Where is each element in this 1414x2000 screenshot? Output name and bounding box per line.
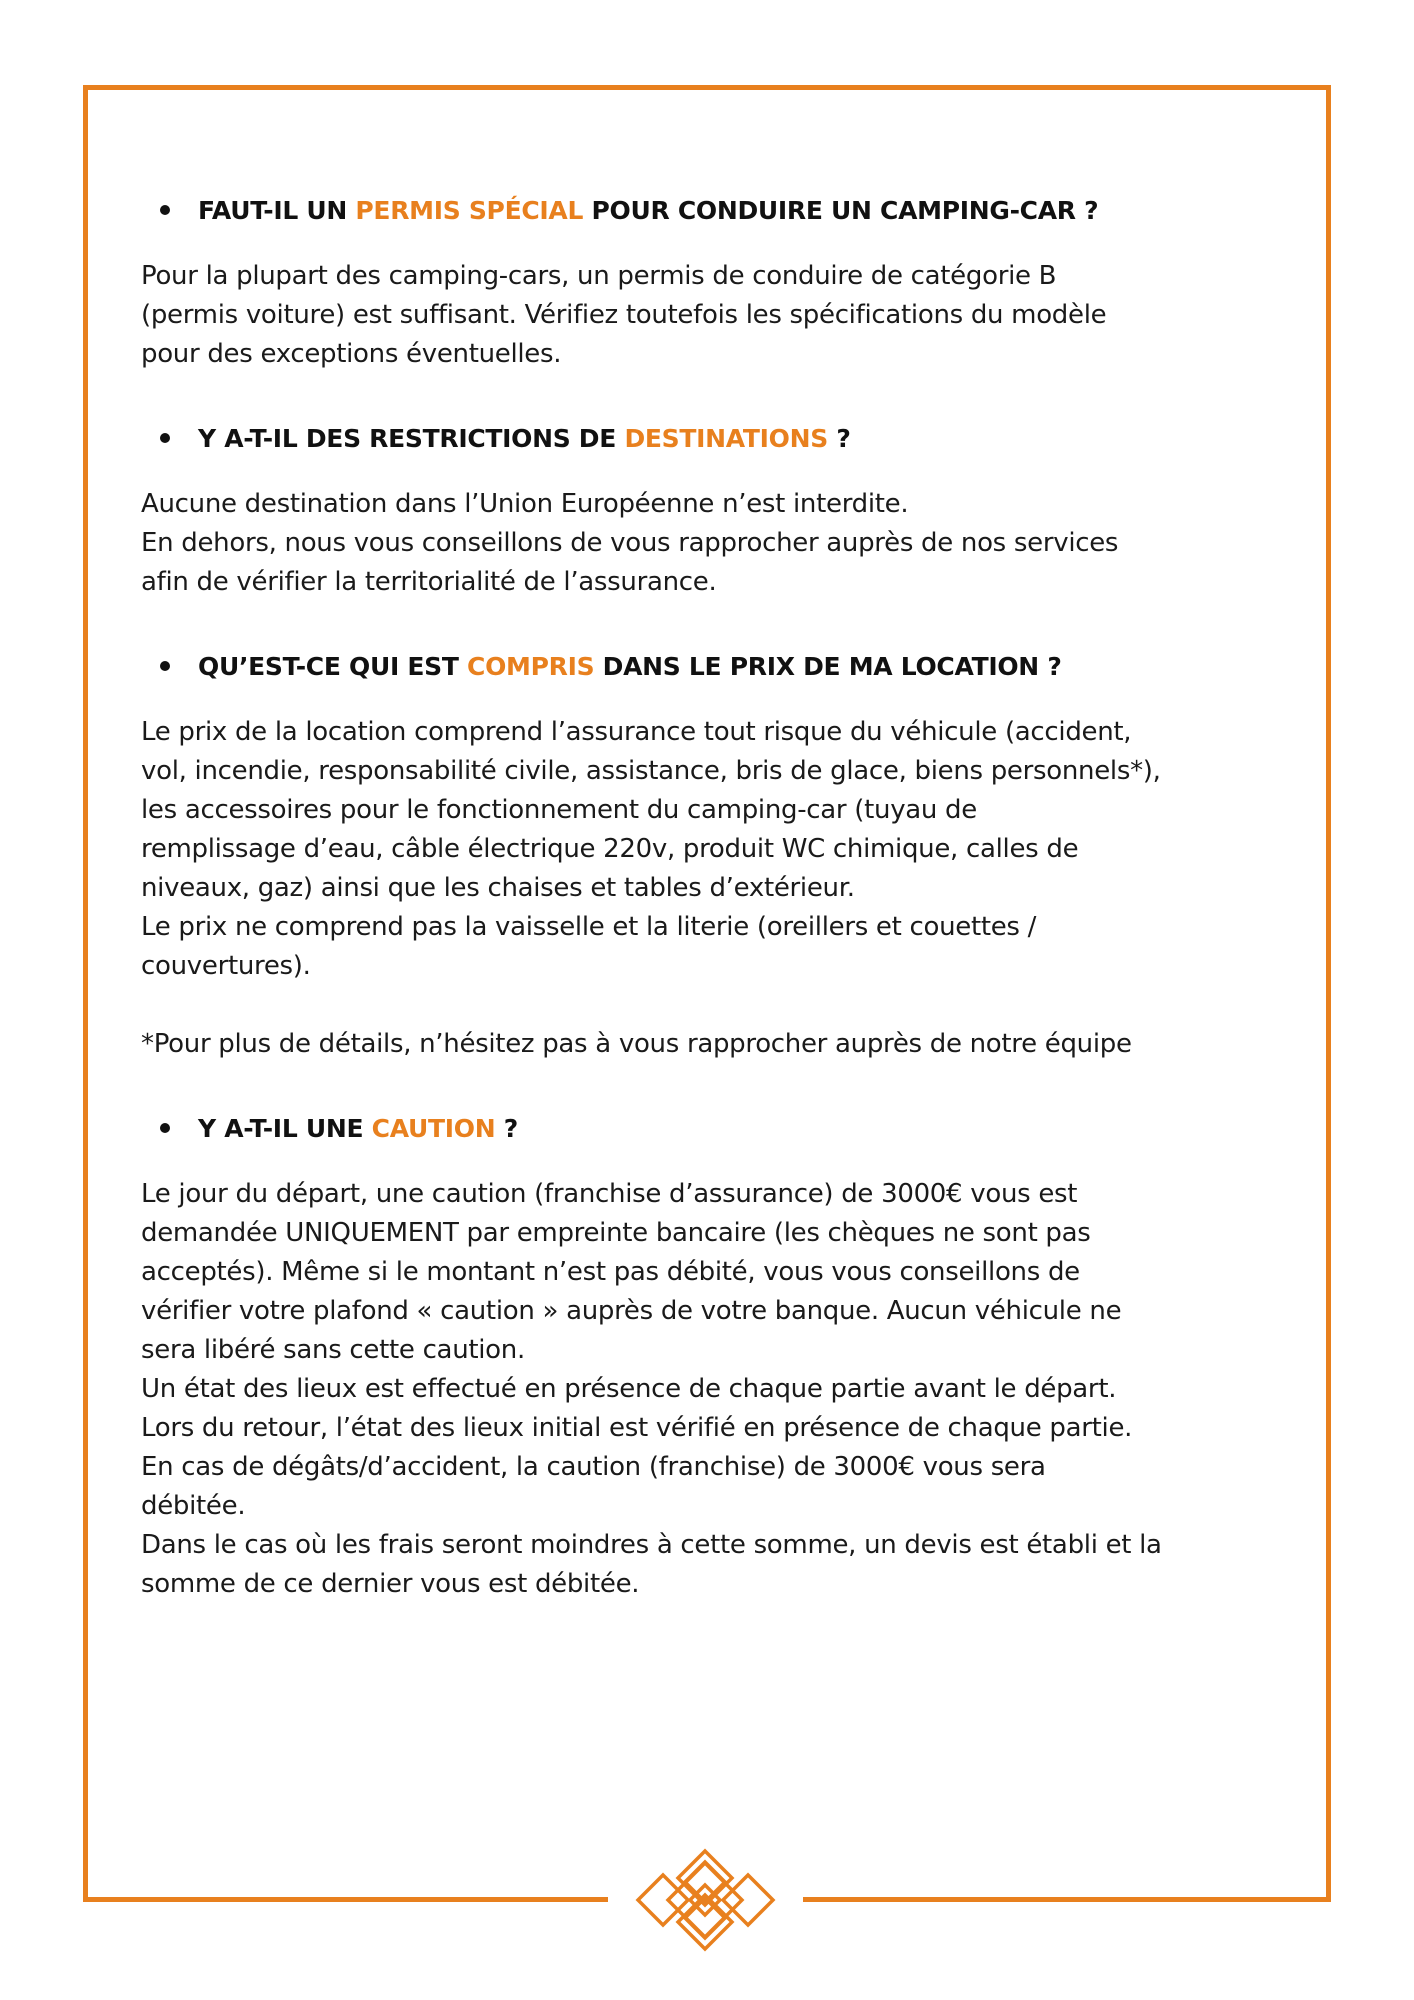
answer-line: pour des exceptions éventuelles. (141, 339, 562, 369)
question-part: DANS LE PRIX DE MA LOCATION ? (594, 651, 1062, 681)
question-text (198, 652, 1062, 681)
bullet-icon (160, 661, 170, 671)
question-highlight: PERMIS SPÉCIAL (355, 195, 584, 225)
faq-section-permis (141, 185, 1291, 374)
question-part: ? (827, 423, 851, 453)
answer-line: acceptés). Même si le montant n’est pas débité, vous vous conseillons de (141, 1257, 1080, 1287)
answer-line: sera libéré sans cette caution. (141, 1335, 525, 1365)
answer-paragraph (141, 713, 1291, 986)
answer-paragraph (141, 485, 1291, 602)
answer-line: (permis voiture) est suffisant. Vérifiez toutefois les spécifications du modèle (141, 300, 1107, 330)
question-part: FAUT-IL UN (198, 195, 356, 225)
answer-line: débitée. (141, 1491, 246, 1521)
answer-line: les accessoires pour le fonctionnement du camping-car (tuyau de (141, 795, 977, 825)
answer-line: afin de vérifier la territorialité de l’assurance. (141, 567, 717, 597)
faq-section-caution (141, 1103, 1291, 1604)
faq-section-compris (141, 641, 1291, 1064)
question-part: ? (495, 1113, 518, 1143)
question-text (198, 424, 851, 453)
faq-question (141, 413, 1291, 463)
answer-line: couvertures). (141, 951, 311, 981)
bullet-icon (160, 205, 170, 215)
answer-line: somme de ce dernier vous est débitée. (141, 1569, 640, 1599)
answer-line: vol, incendie, responsabilité civile, assistance, bris de glace, biens personnels*), (141, 756, 1161, 786)
faq-question (141, 641, 1291, 691)
answer-paragraph (141, 1175, 1291, 1604)
question-text (198, 196, 1098, 225)
frame-right-border (1326, 85, 1331, 1902)
answer-line: Le prix de la location comprend l’assurance tout risque du véhicule (accident, (141, 717, 1132, 747)
answer-line: Un état des lieux est effectué en présence de chaque partie avant le départ. (141, 1374, 1117, 1404)
faq-content (141, 185, 1291, 1604)
answer-line: Lors du retour, l’état des lieux initial est vérifié en présence de chaque partie. (141, 1413, 1133, 1443)
answer-paragraph (141, 257, 1291, 374)
question-part: POUR CONDUIRE UN CAMPING-CAR ? (583, 195, 1099, 225)
question-part: Y A-T-IL UNE (198, 1113, 372, 1143)
answer-line: Aucune destination dans l’Union Européenne n’est interdite. (141, 489, 909, 519)
answer-line: demandée UNIQUEMENT par empreinte bancaire (les chèques ne sont pas (141, 1218, 1091, 1248)
question-highlight: CAUTION (371, 1113, 496, 1143)
diamond-pattern-icon (608, 1840, 803, 1960)
answer-line: vérifier votre plafond « caution » auprès de votre banque. Aucun véhicule ne (141, 1296, 1122, 1326)
frame-left-border (83, 85, 88, 1902)
bullet-icon (160, 1123, 170, 1133)
bullet-icon (160, 433, 170, 443)
question-part: QU’EST-CE QUI EST (198, 651, 468, 681)
answer-note (141, 1025, 1291, 1064)
answer-note-line: *Pour plus de détails, n’hésitez pas à vous rapprocher auprès de notre équipe (141, 1029, 1132, 1059)
question-part: Y A-T-IL DES RESTRICTIONS DE (198, 423, 625, 453)
answer-line: Le jour du départ, une caution (franchise d’assurance) de 3000€ vous est (141, 1179, 1078, 1209)
question-highlight: COMPRIS (467, 651, 595, 681)
frame-top-border (83, 85, 1331, 90)
answer-line: Dans le cas où les frais seront moindres à cette somme, un devis est établi et la (141, 1530, 1162, 1560)
answer-line: Pour la plupart des camping-cars, un permis de conduire de catégorie B (141, 261, 1057, 291)
faq-question (141, 1103, 1291, 1153)
faq-section-destinations (141, 413, 1291, 602)
answer-line: Le prix ne comprend pas la vaisselle et la literie (oreillers et couettes / (141, 912, 1037, 942)
answer-line: niveaux, gaz) ainsi que les chaises et tables d’extérieur. (141, 873, 855, 903)
answer-line: remplissage d’eau, câble électrique 220v, produit WC chimique, calles de (141, 834, 1079, 864)
answer-line: En cas de dégâts/d’accident, la caution (franchise) de 3000€ vous sera (141, 1452, 1046, 1482)
frame-bottom-border-right (803, 1897, 1331, 1902)
answer-line: En dehors, nous vous conseillons de vous rapprocher auprès de nos services (141, 528, 1119, 558)
faq-question (141, 185, 1291, 235)
frame-bottom-border-left (83, 1897, 608, 1902)
question-highlight: DESTINATIONS (624, 423, 828, 453)
question-text (198, 1114, 518, 1143)
